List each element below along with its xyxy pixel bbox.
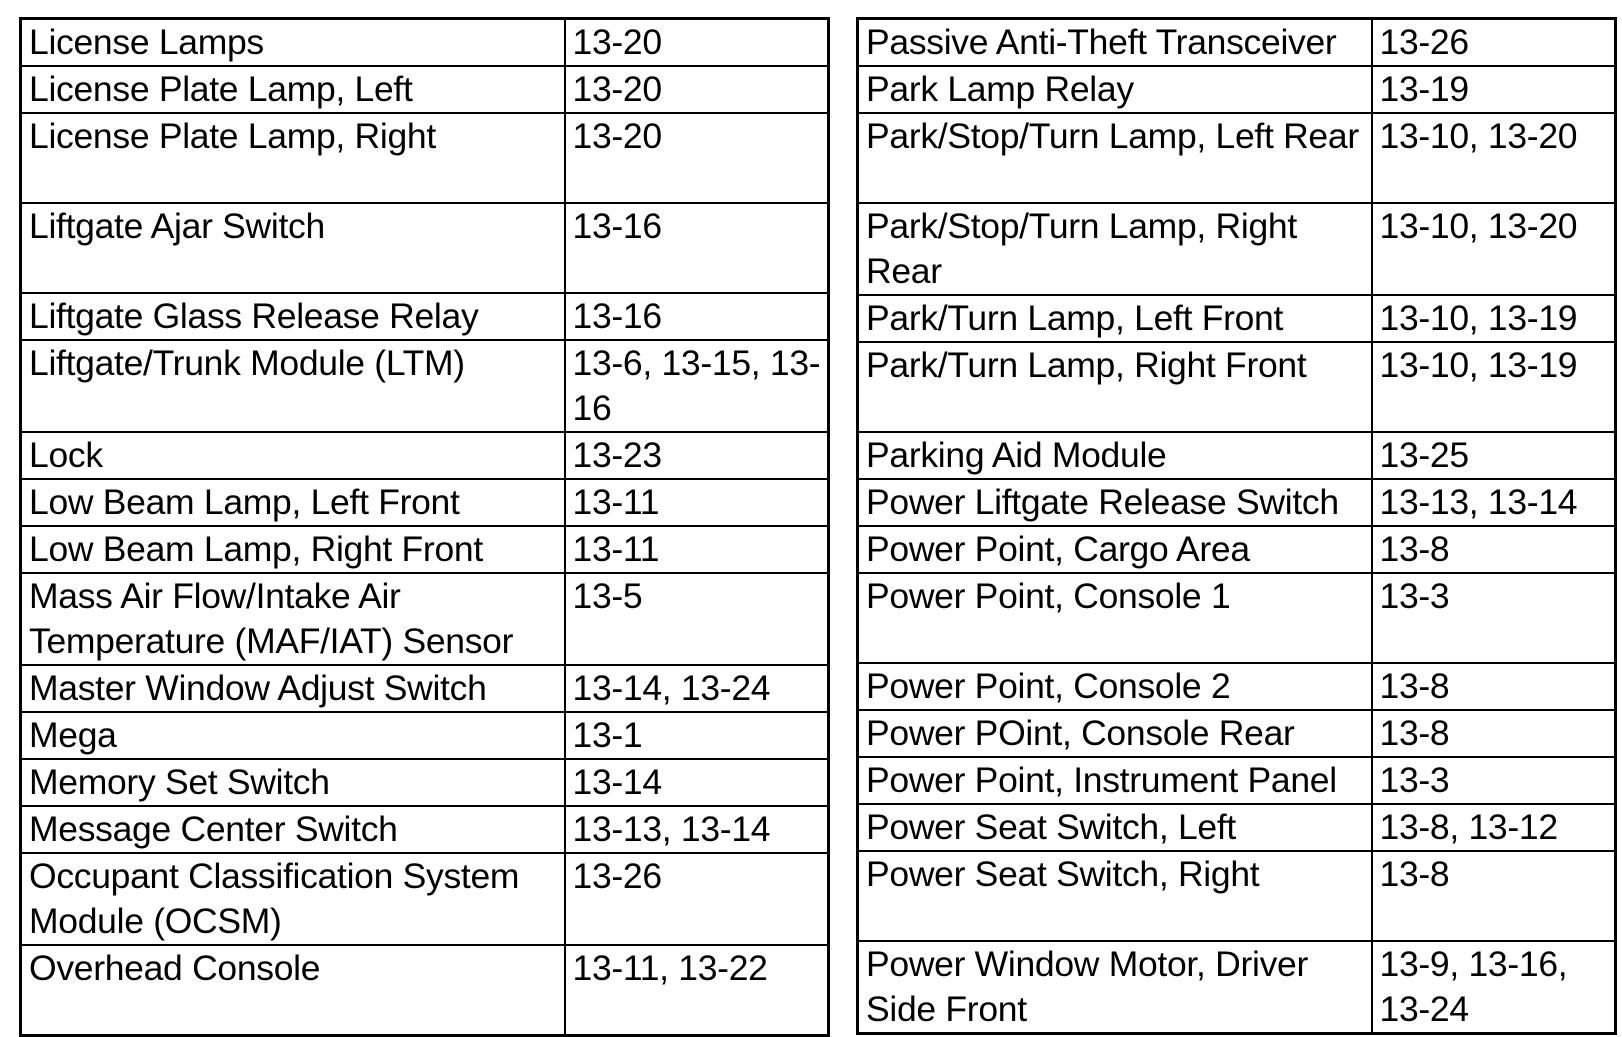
table-row <box>858 757 1616 804</box>
table-row <box>21 479 829 526</box>
table-row <box>21 573 829 665</box>
page-ref: 13-26 <box>1372 19 1616 67</box>
component-name: License Plate Lamp, Left <box>21 66 565 113</box>
component-name: Liftgate Glass Release Relay <box>21 293 565 340</box>
table-row <box>858 479 1616 526</box>
page-ref: 13-11 <box>565 526 829 573</box>
page-ref: 13-11, 13-22 <box>565 945 829 1035</box>
component-name: License Lamps <box>21 19 565 67</box>
table-row <box>21 665 829 712</box>
index-table-left <box>19 17 830 1037</box>
page-ref: 13-5 <box>565 573 829 665</box>
component-name: Mega <box>21 712 565 759</box>
component-name: Low Beam Lamp, Left Front <box>21 479 565 526</box>
component-name: Power Seat Switch, Right <box>858 851 1372 941</box>
table-row <box>858 113 1616 203</box>
page-ref: 13-3 <box>1372 757 1616 804</box>
table-row <box>21 203 829 293</box>
table-row <box>21 712 829 759</box>
table-row <box>21 19 829 67</box>
page-ref: 13-14, 13-24 <box>565 665 829 712</box>
page-ref: 13-10, 13-19 <box>1372 295 1616 342</box>
component-name: Power POint, Console Rear <box>858 710 1372 757</box>
page-ref: 13-11 <box>565 479 829 526</box>
component-name: Park/Turn Lamp, Left Front <box>858 295 1372 342</box>
component-name: Power Point, Instrument Panel <box>858 757 1372 804</box>
page-ref: 13-9, 13-16, 13-24 <box>1372 941 1616 1034</box>
table-row <box>21 113 829 203</box>
component-name: Lock <box>21 432 565 479</box>
component-name: Memory Set Switch <box>21 759 565 806</box>
page-ref: 13-10, 13-19 <box>1372 342 1616 432</box>
page-ref: 13-25 <box>1372 432 1616 479</box>
table-row <box>858 19 1616 67</box>
table-row <box>858 710 1616 757</box>
component-name: Park/Turn Lamp, Right Front <box>858 342 1372 432</box>
page-ref: 13-10, 13-20 <box>1372 113 1616 203</box>
component-name: Overhead Console <box>21 945 565 1035</box>
page-ref: 13-3 <box>1372 573 1616 663</box>
component-name: Park/Stop/Turn Lamp, Left Rear <box>858 113 1372 203</box>
page-ref: 13-8 <box>1372 851 1616 941</box>
table-row <box>858 851 1616 941</box>
component-name: Power Point, Console 1 <box>858 573 1372 663</box>
component-name: Parking Aid Module <box>858 432 1372 479</box>
table-row <box>858 295 1616 342</box>
table-row <box>21 853 829 945</box>
table-row <box>21 759 829 806</box>
table-row <box>858 526 1616 573</box>
table-row <box>858 663 1616 710</box>
table-row <box>858 941 1616 1034</box>
component-name: Passive Anti-Theft Transceiver <box>858 19 1372 67</box>
page-ref: 13-16 <box>565 203 829 293</box>
component-index <box>19 17 1609 1029</box>
page-ref: 13-16 <box>565 293 829 340</box>
page-ref: 13-1 <box>565 712 829 759</box>
table-row <box>21 340 829 432</box>
page-ref: 13-20 <box>565 66 829 113</box>
index-table-right <box>856 17 1617 1035</box>
page-ref: 13-23 <box>565 432 829 479</box>
page-ref: 13-20 <box>565 19 829 67</box>
table-row <box>858 66 1616 113</box>
table-row <box>858 573 1616 663</box>
page-ref: 13-14 <box>565 759 829 806</box>
component-name: Low Beam Lamp, Right Front <box>21 526 565 573</box>
component-name: Occupant Classification System Module (OCSM) <box>21 853 565 945</box>
table-row <box>21 432 829 479</box>
table-row <box>21 526 829 573</box>
page-ref: 13-6, 13-15, 13-16 <box>565 340 829 432</box>
component-name: Power Liftgate Release Switch <box>858 479 1372 526</box>
page-ref: 13-13, 13-14 <box>565 806 829 853</box>
component-name: License Plate Lamp, Right <box>21 113 565 203</box>
page-ref: 13-8 <box>1372 526 1616 573</box>
component-name: Message Center Switch <box>21 806 565 853</box>
component-name: Power Point, Console 2 <box>858 663 1372 710</box>
table-row <box>858 203 1616 295</box>
component-name: Power Point, Cargo Area <box>858 526 1372 573</box>
component-name: Liftgate Ajar Switch <box>21 203 565 293</box>
component-name: Park/Stop/Turn Lamp, Right Rear <box>858 203 1372 295</box>
component-name: Park Lamp Relay <box>858 66 1372 113</box>
table-row <box>858 804 1616 851</box>
table-row <box>21 66 829 113</box>
page-ref: 13-8 <box>1372 710 1616 757</box>
page-ref: 13-19 <box>1372 66 1616 113</box>
table-row <box>858 432 1616 479</box>
table-row <box>21 806 829 853</box>
table-row <box>858 342 1616 432</box>
component-name: Master Window Adjust Switch <box>21 665 565 712</box>
page-ref: 13-10, 13-20 <box>1372 203 1616 295</box>
page-ref: 13-8, 13-12 <box>1372 804 1616 851</box>
table-row <box>21 293 829 340</box>
page-ref: 13-20 <box>565 113 829 203</box>
page-ref: 13-8 <box>1372 663 1616 710</box>
page-ref: 13-26 <box>565 853 829 945</box>
component-name: Liftgate/Trunk Module (LTM) <box>21 340 565 432</box>
table-row <box>21 945 829 1035</box>
page-ref: 13-13, 13-14 <box>1372 479 1616 526</box>
component-name: Power Seat Switch, Left <box>858 804 1372 851</box>
component-name: Mass Air Flow/Intake Air Temperature (MAF/IAT) Sensor <box>21 573 565 665</box>
component-name: Power Window Motor, Driver Side Front <box>858 941 1372 1034</box>
